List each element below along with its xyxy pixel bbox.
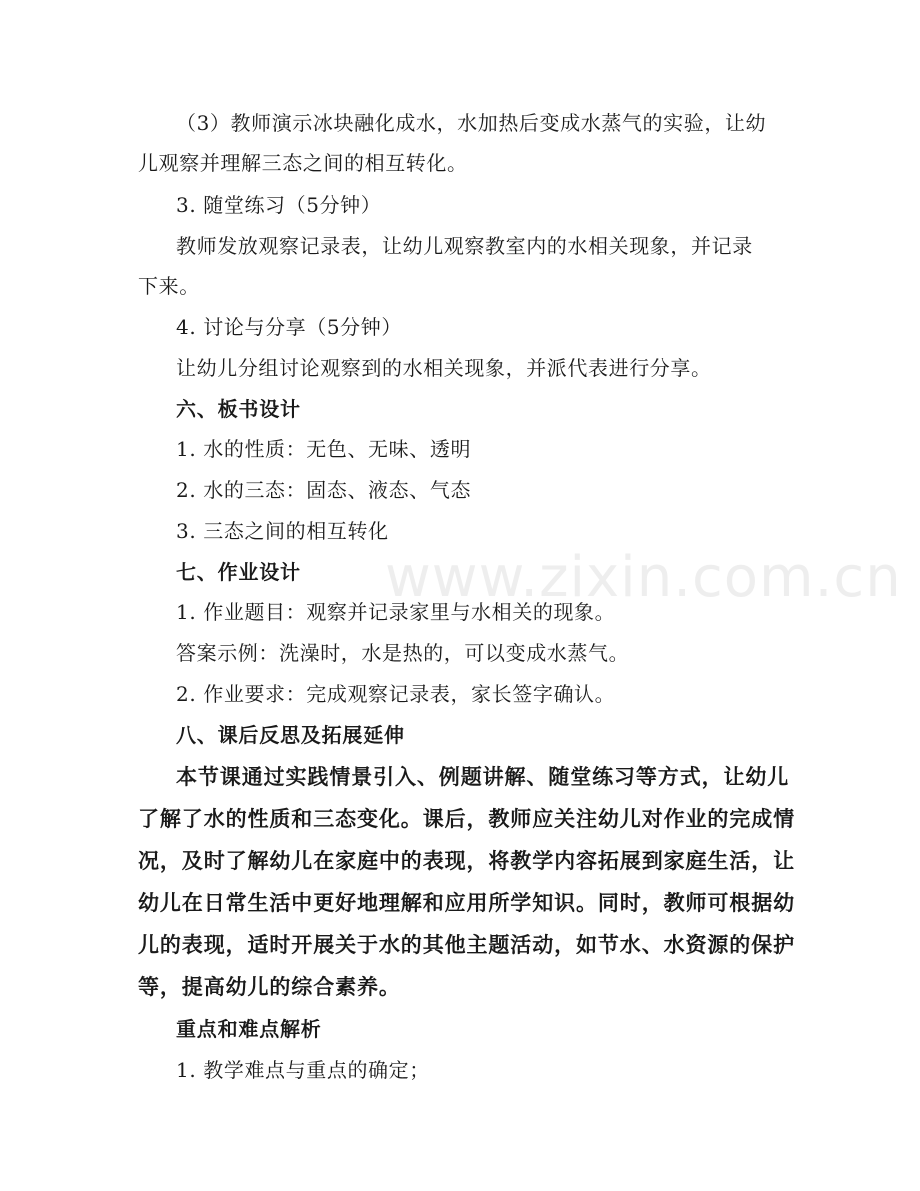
reflection-paragraph-line: 幼儿在日常生活中更好地理解和应用所学知识。同时，教师可根据幼 [138, 891, 795, 915]
section-heading: 七、作业设计 [176, 560, 301, 584]
reflection-paragraph-line: 本节课通过实践情景引入、例题讲解、随堂练习等方式，让幼儿 [176, 765, 790, 789]
section-heading: 重点和难点解析 [176, 1017, 322, 1041]
section-item: 3. 随堂练习（5分钟） [176, 193, 382, 217]
section-heading: 八、课后反思及拓展延伸 [176, 723, 405, 747]
paragraph-line: （3）教师演示冰块融化成水，水加热后变成水蒸气的实验，让幼 [176, 111, 767, 135]
paragraph-line: 让幼儿分组讨论观察到的水相关现象，并派代表进行分享。 [176, 356, 712, 380]
paragraph-line: 答案示例：洗澡时，水是热的，可以变成水蒸气。 [176, 641, 630, 665]
list-item: 1. 教学难点与重点的确定； [176, 1058, 430, 1082]
paragraph-line: 教师发放观察记录表，让幼儿观察教室内的水相关现象，并记录 [176, 234, 753, 258]
reflection-paragraph-line: 了解了水的性质和三态变化。课后，教师应关注幼儿对作业的完成情 [138, 807, 795, 831]
list-item: 1. 水的性质：无色、无味、透明 [176, 437, 472, 461]
section-heading: 六、板书设计 [176, 397, 301, 421]
section-item: 4. 讨论与分享（5分钟） [176, 315, 402, 339]
watermark: www.zixin.com.cn [385, 545, 902, 610]
list-item: 2. 水的三态：固态、液态、气态 [176, 478, 472, 502]
list-item: 1. 作业题目：观察并记录家里与水相关的现象。 [176, 600, 616, 624]
reflection-paragraph-line: 等，提高幼儿的综合素养。 [138, 975, 401, 999]
list-item: 3. 三态之间的相互转化 [176, 519, 389, 543]
reflection-paragraph-line: 况，及时了解幼儿在家庭中的表现，将教学内容拓展到家庭生活，让 [138, 849, 795, 873]
reflection-paragraph-line: 儿的表现，适时开展关于水的其他主题活动，如节水、水资源的保护 [138, 933, 795, 957]
list-item: 2. 作业要求：完成观察记录表，家长签字确认。 [176, 682, 616, 706]
paragraph-line: 儿观察并理解三态之间的相互转化。 [138, 151, 468, 175]
paragraph-line: 下来。 [138, 274, 200, 298]
